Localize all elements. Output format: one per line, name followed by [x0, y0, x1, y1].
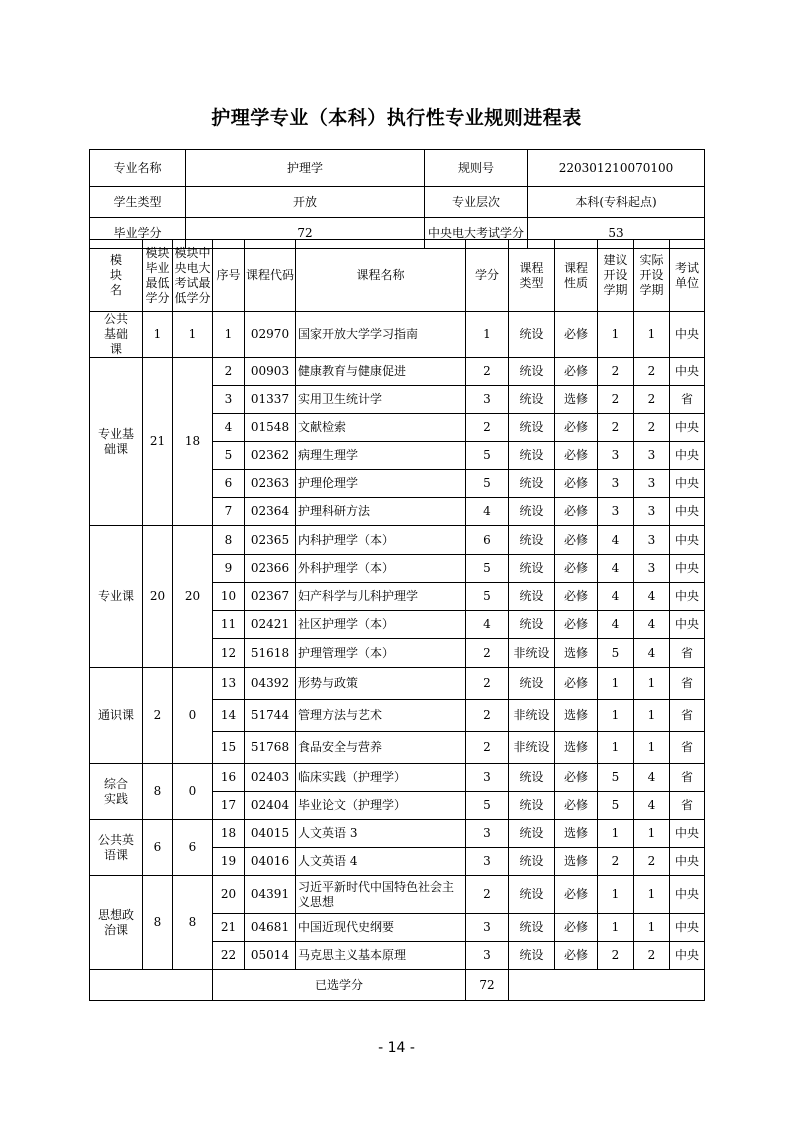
module-min-credit-cell: 8 — [143, 764, 173, 820]
course-name-cell: 人文英语 3 — [296, 820, 466, 848]
type-cell: 统设 — [509, 358, 555, 386]
course-name-cell: 形势与政策 — [296, 668, 466, 700]
student-type-value: 开放 — [186, 187, 425, 218]
rule-value: 220301210070100 — [528, 150, 705, 187]
nature-cell: 必修 — [555, 526, 598, 555]
nature-cell: 必修 — [555, 555, 598, 583]
seq-cell: 20 — [213, 876, 245, 914]
info-row — [90, 150, 705, 187]
code-cell: 02363 — [245, 470, 296, 498]
module-min-credit-cell: 2 — [143, 668, 173, 764]
seq-cell: 6 — [213, 470, 245, 498]
suggested-term-cell: 1 — [598, 732, 634, 764]
header-name: 课程名称 — [296, 240, 466, 312]
module-min-credit-cell: 6 — [143, 820, 173, 876]
suggested-term-cell: 1 — [598, 700, 634, 732]
type-cell: 统设 — [509, 942, 555, 970]
header-type: 课程类型 — [509, 240, 555, 312]
header-module-min: 模块毕业最低学分 — [143, 240, 173, 312]
nature-cell: 必修 — [555, 470, 598, 498]
actual-term-cell: 2 — [634, 386, 670, 414]
type-cell: 统设 — [509, 914, 555, 942]
suggested-term-cell: 2 — [598, 848, 634, 876]
student-type-label: 学生类型 — [90, 187, 186, 218]
credit-cell: 2 — [466, 414, 509, 442]
course-name-cell: 内科护理学（本） — [296, 526, 466, 555]
type-cell: 统设 — [509, 668, 555, 700]
code-cell: 02362 — [245, 442, 296, 470]
footer-blank-right — [509, 970, 705, 1001]
exam-unit-cell: 中央 — [670, 555, 705, 583]
code-cell: 02364 — [245, 498, 296, 526]
suggested-term-cell: 2 — [598, 414, 634, 442]
credit-cell: 3 — [466, 820, 509, 848]
seq-cell: 10 — [213, 583, 245, 611]
credit-cell: 3 — [466, 764, 509, 792]
suggested-term-cell: 2 — [598, 386, 634, 414]
suggested-term-cell: 4 — [598, 555, 634, 583]
exam-unit-cell: 中央 — [670, 470, 705, 498]
exam-unit-cell: 省 — [670, 764, 705, 792]
course-name-cell: 外科护理学（本） — [296, 555, 466, 583]
module-name-cell: 通识课 — [90, 668, 143, 764]
suggested-term-cell: 2 — [598, 942, 634, 970]
header-module: 模块名 — [90, 240, 143, 312]
module-central-min-credit-cell: 0 — [173, 764, 213, 820]
nature-cell: 选修 — [555, 386, 598, 414]
module-name-cell: 公共基础课 — [90, 312, 143, 358]
suggested-term-cell: 4 — [598, 583, 634, 611]
type-cell: 统设 — [509, 526, 555, 555]
code-cell: 04391 — [245, 876, 296, 914]
module-min-credit-cell: 20 — [143, 526, 173, 668]
exam-unit-cell: 省 — [670, 639, 705, 668]
module-central-min-credit-cell: 6 — [173, 820, 213, 876]
actual-term-cell: 4 — [634, 792, 670, 820]
module-central-min-credit-cell: 20 — [173, 526, 213, 668]
course-name-cell: 护理管理学（本） — [296, 639, 466, 668]
course-table — [89, 239, 705, 1001]
seq-cell: 13 — [213, 668, 245, 700]
code-cell: 02970 — [245, 312, 296, 358]
exam-unit-cell: 中央 — [670, 820, 705, 848]
actual-term-cell: 3 — [634, 498, 670, 526]
code-cell: 01548 — [245, 414, 296, 442]
credit-cell: 5 — [466, 792, 509, 820]
course-name-cell: 护理伦理学 — [296, 470, 466, 498]
credit-cell: 3 — [466, 914, 509, 942]
exam-unit-cell: 中央 — [670, 312, 705, 358]
suggested-term-cell: 2 — [598, 358, 634, 386]
code-cell: 51768 — [245, 732, 296, 764]
module-name-cell: 专业课 — [90, 526, 143, 668]
seq-cell: 18 — [213, 820, 245, 848]
course-body — [90, 312, 705, 970]
header-row — [90, 240, 705, 312]
module-central-min-credit-cell: 8 — [173, 876, 213, 970]
code-cell: 00903 — [245, 358, 296, 386]
credit-cell: 3 — [466, 848, 509, 876]
seq-cell: 8 — [213, 526, 245, 555]
code-cell: 02404 — [245, 792, 296, 820]
suggested-term-cell: 5 — [598, 764, 634, 792]
exam-unit-cell: 省 — [670, 386, 705, 414]
seq-cell: 17 — [213, 792, 245, 820]
course-name-cell: 社区护理学（本） — [296, 611, 466, 639]
seq-cell: 7 — [213, 498, 245, 526]
suggested-term-cell: 4 — [598, 526, 634, 555]
code-cell: 02421 — [245, 611, 296, 639]
seq-cell: 15 — [213, 732, 245, 764]
seq-cell: 11 — [213, 611, 245, 639]
suggested-term-cell: 1 — [598, 876, 634, 914]
header-exam-unit: 考试单位 — [670, 240, 705, 312]
course-name-cell: 文献检索 — [296, 414, 466, 442]
header-credit: 学分 — [466, 240, 509, 312]
nature-cell: 必修 — [555, 358, 598, 386]
type-cell: 统设 — [509, 583, 555, 611]
code-cell: 05014 — [245, 942, 296, 970]
module-min-credit-cell: 21 — [143, 358, 173, 526]
type-cell: 统设 — [509, 386, 555, 414]
exam-unit-cell: 中央 — [670, 414, 705, 442]
module-central-min-credit-cell: 1 — [173, 312, 213, 358]
seq-cell: 5 — [213, 442, 245, 470]
seq-cell: 14 — [213, 700, 245, 732]
nature-cell: 必修 — [555, 942, 598, 970]
course-row — [90, 358, 705, 386]
actual-term-cell: 1 — [634, 668, 670, 700]
course-name-cell: 临床实践（护理学） — [296, 764, 466, 792]
exam-unit-cell: 中央 — [670, 942, 705, 970]
seq-cell: 9 — [213, 555, 245, 583]
actual-term-cell: 2 — [634, 848, 670, 876]
seq-cell: 22 — [213, 942, 245, 970]
course-row — [90, 820, 705, 848]
module-name-cell: 公共英语课 — [90, 820, 143, 876]
suggested-term-cell: 1 — [598, 668, 634, 700]
credit-cell: 5 — [466, 470, 509, 498]
nature-cell: 必修 — [555, 792, 598, 820]
nature-cell: 选修 — [555, 700, 598, 732]
footer-blank — [90, 970, 213, 1001]
program-info-table — [89, 149, 705, 249]
seq-cell: 4 — [213, 414, 245, 442]
exam-unit-cell: 中央 — [670, 442, 705, 470]
suggested-term-cell: 3 — [598, 442, 634, 470]
course-row — [90, 668, 705, 700]
type-cell: 统设 — [509, 611, 555, 639]
suggested-term-cell: 4 — [598, 611, 634, 639]
code-cell: 01337 — [245, 386, 296, 414]
course-name-cell: 健康教育与健康促进 — [296, 358, 466, 386]
exam-unit-cell: 中央 — [670, 848, 705, 876]
credit-cell: 5 — [466, 555, 509, 583]
course-name-cell: 国家开放大学学习指南 — [296, 312, 466, 358]
exam-unit-cell: 省 — [670, 732, 705, 764]
seq-cell: 19 — [213, 848, 245, 876]
exam-unit-cell: 省 — [670, 792, 705, 820]
nature-cell: 选修 — [555, 848, 598, 876]
module-name-cell: 专业基础课 — [90, 358, 143, 526]
seq-cell: 1 — [213, 312, 245, 358]
suggested-term-cell: 1 — [598, 312, 634, 358]
credit-cell: 2 — [466, 668, 509, 700]
credit-cell: 2 — [466, 876, 509, 914]
exam-unit-cell: 中央 — [670, 611, 705, 639]
course-row — [90, 526, 705, 555]
code-cell: 02403 — [245, 764, 296, 792]
actual-term-cell: 1 — [634, 876, 670, 914]
course-name-cell: 马克思主义基本原理 — [296, 942, 466, 970]
type-cell: 非统设 — [509, 732, 555, 764]
type-cell: 统设 — [509, 442, 555, 470]
actual-term-cell: 3 — [634, 442, 670, 470]
code-cell: 51744 — [245, 700, 296, 732]
credit-cell: 6 — [466, 526, 509, 555]
course-name-cell: 毕业论文（护理学） — [296, 792, 466, 820]
type-cell: 统设 — [509, 470, 555, 498]
credit-cell: 5 — [466, 442, 509, 470]
course-name-cell: 护理科研方法 — [296, 498, 466, 526]
module-name-cell: 思想政治课 — [90, 876, 143, 970]
credit-cell: 2 — [466, 700, 509, 732]
nature-cell: 选修 — [555, 732, 598, 764]
type-cell: 统设 — [509, 764, 555, 792]
exam-unit-cell: 省 — [670, 700, 705, 732]
exam-unit-cell: 中央 — [670, 876, 705, 914]
page-title: 护理学专业（本科）执行性专业规则进程表 — [211, 107, 582, 129]
code-cell: 02366 — [245, 555, 296, 583]
level-value: 本科(专科起点) — [528, 187, 705, 218]
suggested-term-cell: 1 — [598, 914, 634, 942]
nature-cell: 选修 — [555, 639, 598, 668]
suggested-term-cell: 3 — [598, 498, 634, 526]
code-cell: 02367 — [245, 583, 296, 611]
nature-cell: 选修 — [555, 820, 598, 848]
rule-label: 规则号 — [425, 150, 528, 187]
course-name-cell: 中国近现代史纲要 — [296, 914, 466, 942]
actual-term-cell: 4 — [634, 583, 670, 611]
credit-cell: 5 — [466, 583, 509, 611]
type-cell: 非统设 — [509, 639, 555, 668]
actual-term-cell: 3 — [634, 555, 670, 583]
type-cell: 统设 — [509, 312, 555, 358]
code-cell: 02365 — [245, 526, 296, 555]
actual-term-cell: 3 — [634, 526, 670, 555]
actual-term-cell: 1 — [634, 700, 670, 732]
selected-credit-value: 72 — [466, 970, 509, 1001]
central-credit-label: 中央电大考试学分 — [425, 218, 528, 249]
course-row — [90, 876, 705, 914]
actual-term-cell: 4 — [634, 611, 670, 639]
credit-cell: 4 — [466, 611, 509, 639]
credit-cell: 3 — [466, 386, 509, 414]
code-cell: 04392 — [245, 668, 296, 700]
exam-unit-cell: 中央 — [670, 583, 705, 611]
exam-unit-cell: 中央 — [670, 358, 705, 386]
credit-cell: 4 — [466, 498, 509, 526]
type-cell: 统设 — [509, 820, 555, 848]
suggested-term-cell: 5 — [598, 639, 634, 668]
header-code: 课程代码 — [245, 240, 296, 312]
nature-cell: 必修 — [555, 914, 598, 942]
module-central-min-credit-cell: 18 — [173, 358, 213, 526]
nature-cell: 必修 — [555, 312, 598, 358]
header-module-central-min: 模块中央电大考试最低学分 — [173, 240, 213, 312]
type-cell: 统设 — [509, 414, 555, 442]
header-seq: 序号 — [213, 240, 245, 312]
seq-cell: 12 — [213, 639, 245, 668]
course-name-cell: 人文英语 4 — [296, 848, 466, 876]
course-name-cell: 实用卫生统计学 — [296, 386, 466, 414]
type-cell: 统设 — [509, 498, 555, 526]
central-credit-value: 53 — [528, 218, 705, 249]
course-name-cell: 管理方法与艺术 — [296, 700, 466, 732]
type-cell: 非统设 — [509, 700, 555, 732]
course-row — [90, 312, 705, 358]
footer-row — [90, 970, 705, 1001]
type-cell: 统设 — [509, 792, 555, 820]
header-actual-term: 实际开设学期 — [634, 240, 670, 312]
course-name-cell: 习近平新时代中国特色社会主义思想 — [296, 876, 466, 914]
credit-cell: 1 — [466, 312, 509, 358]
actual-term-cell: 2 — [634, 942, 670, 970]
actual-term-cell: 3 — [634, 470, 670, 498]
major-value: 护理学 — [186, 150, 425, 187]
credit-cell: 3 — [466, 942, 509, 970]
code-cell: 04016 — [245, 848, 296, 876]
exam-unit-cell: 中央 — [670, 914, 705, 942]
seq-cell: 3 — [213, 386, 245, 414]
suggested-term-cell: 1 — [598, 820, 634, 848]
credit-cell: 2 — [466, 358, 509, 386]
module-min-credit-cell: 1 — [143, 312, 173, 358]
page-number: - 14 - — [378, 1040, 415, 1056]
header-nature: 课程性质 — [555, 240, 598, 312]
actual-term-cell: 1 — [634, 732, 670, 764]
suggested-term-cell: 5 — [598, 792, 634, 820]
module-min-credit-cell: 8 — [143, 876, 173, 970]
exam-unit-cell: 中央 — [670, 526, 705, 555]
suggested-term-cell: 3 — [598, 470, 634, 498]
exam-unit-cell: 省 — [670, 668, 705, 700]
nature-cell: 必修 — [555, 442, 598, 470]
actual-term-cell: 2 — [634, 414, 670, 442]
code-cell: 04681 — [245, 914, 296, 942]
code-cell: 51618 — [245, 639, 296, 668]
selected-credit-label: 已选学分 — [213, 970, 466, 1001]
module-name-cell: 综合实践 — [90, 764, 143, 820]
course-name-cell: 食品安全与营养 — [296, 732, 466, 764]
nature-cell: 必修 — [555, 583, 598, 611]
type-cell: 统设 — [509, 876, 555, 914]
level-label: 专业层次 — [425, 187, 528, 218]
code-cell: 04015 — [245, 820, 296, 848]
actual-term-cell: 1 — [634, 312, 670, 358]
type-cell: 统设 — [509, 848, 555, 876]
major-label: 专业名称 — [90, 150, 186, 187]
nature-cell: 必修 — [555, 414, 598, 442]
nature-cell: 必修 — [555, 668, 598, 700]
actual-term-cell: 2 — [634, 358, 670, 386]
grad-credit-value: 72 — [186, 218, 425, 249]
nature-cell: 必修 — [555, 611, 598, 639]
seq-cell: 16 — [213, 764, 245, 792]
actual-term-cell: 1 — [634, 914, 670, 942]
module-central-min-credit-cell: 0 — [173, 668, 213, 764]
seq-cell: 21 — [213, 914, 245, 942]
actual-term-cell: 4 — [634, 639, 670, 668]
header-suggested-term: 建议开设学期 — [598, 240, 634, 312]
course-row — [90, 764, 705, 792]
course-name-cell: 病理生理学 — [296, 442, 466, 470]
exam-unit-cell: 中央 — [670, 498, 705, 526]
actual-term-cell: 4 — [634, 764, 670, 792]
course-name-cell: 妇产科学与儿科护理学 — [296, 583, 466, 611]
nature-cell: 必修 — [555, 764, 598, 792]
actual-term-cell: 1 — [634, 820, 670, 848]
nature-cell: 必修 — [555, 876, 598, 914]
credit-cell: 2 — [466, 732, 509, 764]
type-cell: 统设 — [509, 555, 555, 583]
info-row — [90, 187, 705, 218]
credit-cell: 2 — [466, 639, 509, 668]
nature-cell: 必修 — [555, 498, 598, 526]
grad-credit-label: 毕业学分 — [90, 218, 186, 249]
seq-cell: 2 — [213, 358, 245, 386]
